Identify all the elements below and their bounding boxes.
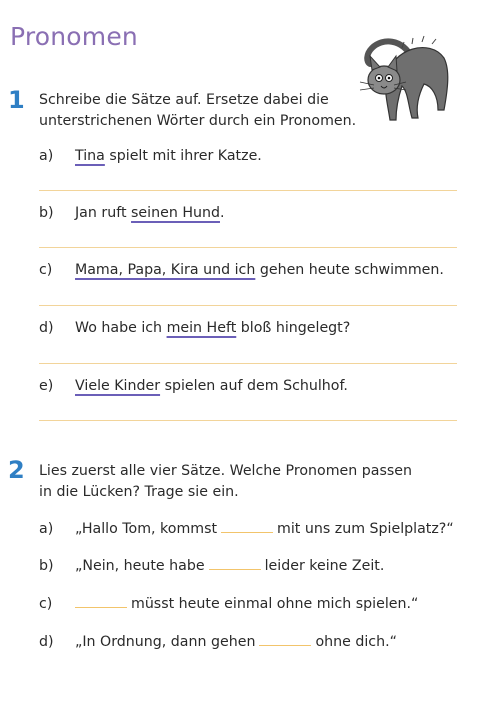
task1-instruction-line2: unterstrichenen Wörter durch ein Pronomen. — [39, 113, 357, 129]
task1-instruction — [39, 90, 356, 132]
item-text-post: leider keine Zeit. — [264, 558, 385, 574]
writing-line-e[interactable] — [39, 420, 457, 421]
task2-instruction — [39, 461, 412, 503]
underlined-word: seinen Hund — [131, 205, 220, 221]
writing-line-d[interactable] — [39, 363, 457, 364]
task1-item-d — [39, 320, 350, 336]
item-label: d) — [39, 320, 54, 336]
cat-illustration — [352, 18, 456, 128]
writing-line-b[interactable] — [39, 247, 457, 248]
underlined-word: Mama, Papa, Kira und ich — [75, 262, 256, 278]
item-label: e) — [39, 378, 54, 394]
item-text-pre: Wo habe ich — [75, 320, 167, 336]
item-text-post: müsst heute einmal ohne mich spielen.“ — [131, 596, 419, 612]
underlined-word: Tina — [75, 148, 105, 164]
item-label: c) — [39, 262, 53, 278]
blank-gap[interactable] — [75, 595, 127, 608]
item-label: b) — [39, 558, 54, 574]
task2-number: 2 — [8, 456, 25, 484]
task1-number: 1 — [8, 86, 25, 114]
writing-line-a[interactable] — [39, 190, 457, 191]
blank-gap[interactable] — [221, 520, 273, 533]
task1-item-b — [39, 205, 225, 221]
item-text-post: mit uns zum Spielplatz?“ — [277, 521, 454, 537]
item-text-post: ohne dich.“ — [315, 634, 397, 650]
page-title: Pronomen — [10, 22, 138, 51]
writing-line-c[interactable] — [39, 305, 457, 306]
task2-item-c — [39, 595, 418, 612]
underlined-word: mein Heft — [166, 320, 237, 336]
task2-item-b — [39, 557, 384, 574]
item-text-pre: „Nein, heute habe — [75, 558, 205, 574]
item-label: d) — [39, 634, 54, 650]
task1-item-e — [39, 378, 348, 394]
item-text-post: spielen auf dem Schulhof. — [160, 378, 348, 394]
item-text-pre: „In Ordnung, dann gehen — [75, 634, 256, 650]
item-label: a) — [39, 521, 54, 537]
blank-gap[interactable] — [209, 557, 261, 570]
item-label: c) — [39, 596, 53, 612]
item-text-post: bloß hingelegt? — [236, 320, 351, 336]
item-label: a) — [39, 148, 54, 164]
item-label: b) — [39, 205, 54, 221]
item-text-pre: „Hallo Tom, kommst — [75, 521, 218, 537]
task2-instruction-line2: in die Lücken? Trage sie ein. — [39, 484, 239, 500]
item-text-post: gehen heute schwimmen. — [255, 262, 444, 278]
item-text-pre: Jan ruft — [75, 205, 132, 221]
task2-item-d — [39, 633, 397, 650]
task1-item-a — [39, 148, 262, 164]
task1-instruction-line1: Schreibe die Sätze auf. Ersetze dabei die — [39, 92, 329, 108]
task1-item-c — [39, 262, 444, 278]
underlined-word: Viele Kinder — [75, 378, 161, 394]
item-text-post: . — [219, 205, 225, 221]
task2-instruction-line1: Lies zuerst alle vier Sätze. Welche Pronomen passen — [39, 463, 412, 479]
task2-item-a — [39, 520, 454, 537]
blank-gap[interactable] — [259, 633, 311, 646]
item-text-post: spielt mit ihrer Katze. — [104, 148, 262, 164]
